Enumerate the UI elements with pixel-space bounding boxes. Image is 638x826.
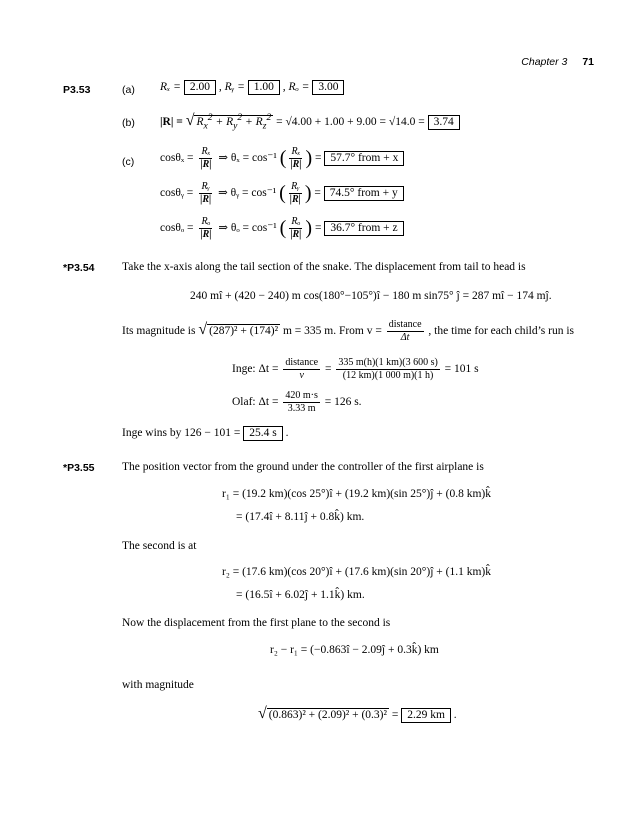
p354-displacement-eq: 240 mî + (420 − 240) m cos(180°−105°)î − 180 m sin75° ĵ = 287 mî − 174 mĵ. [190, 290, 552, 302]
theta-z-answer-box: 36.7° from + z [324, 221, 403, 236]
p353-part-a: Rₓ = 2.00 , Rᵧ = 1.00 , Rₒ = 3.00 [160, 80, 344, 95]
win-margin-answer-box: 25.4 s [243, 426, 282, 441]
ry-answer-box: 1.00 [248, 80, 280, 95]
page-header [521, 56, 594, 68]
magnitude-radicand: $R_x^2 + R_y^2 + R_z^2$ [196, 112, 272, 132]
theta-x-answer-box: 57.7° from + x [324, 151, 404, 166]
p355-magnitude-eq: √ (0.863)² + (2.09)² + (0.3)² = 2.29 km . [258, 705, 457, 722]
displacement-eq: r₂ − r₁ = (−0.863î − 2.09ĵ + 0.3k̂) km [270, 644, 439, 656]
r2-eq-line1: r₂ = (17.6 km)(cos 20°)î + (17.6 km)(sin 20°)ĵ + (1.1 km)k̂ [222, 566, 492, 578]
magnitude-answer-box: 3.74 [428, 115, 460, 130]
p355-second-label: The second is at [122, 540, 197, 552]
olaf-time-eq: Olaf: Δt = $\frac{420 m\cdot s}{3.33 m}$ = 126 s. [232, 390, 362, 414]
p353-part-b: |R| = √ $R_x^2 + R_y^2 + R_z^2 = √4.00 + 1.00 + 9.00 = √14.0 = 3.74$ [160, 112, 460, 131]
r1-eq-line2: = (17.4î + 8.11ĵ + 0.8k̂) km. [236, 511, 365, 523]
page-number: 71 [582, 56, 594, 68]
distance-answer-box: 2.29 km [401, 708, 451, 723]
part-a-label: (a) [122, 84, 135, 96]
part-b-label: (b) [122, 117, 135, 129]
theta-z-line: cosθₒ = $\frac{\text{Rₒ}}{|R|}$ ⇒ θₒ = cos⁻¹ ( $\frac{\text{Rₒ}}{|R|}$ ) = 36.7° from + z [160, 216, 404, 241]
p354-intro: Take the x-axis along the tail section of the snake. The displacement from tail to head is [122, 261, 526, 273]
rz-answer-box: 3.00 [312, 80, 344, 95]
r2-eq-line2: = (16.5î + 6.02ĵ + 1.1k̂) km. [236, 589, 365, 601]
theta-y-answer-box: 74.5° from + y [324, 186, 404, 201]
p355-displacement-label: Now the displacement from the first plane to the second is [122, 617, 391, 629]
r1-eq-line1: r₁ = (19.2 km)(cos 25°)î + (19.2 km)(sin 25°)ĵ + (0.8 km)k̂ [222, 488, 492, 500]
part-c-label: (c) [122, 156, 135, 168]
problem-label-p353: P3.53 [63, 84, 91, 96]
inge-time-eq: Inge: Δt = $\frac{\text{distance}}{v}$ = $\frac{335 m(h)(1 km)(3 600 s)}{(12 km)(1 000 m)(1 h)}$ = 101 s [232, 357, 479, 381]
theta-y-line: cosθᵧ = $\frac{\text{Rᵧ}}{|R|}$ ⇒ θᵧ = cos⁻¹ ( $\frac{\text{Rᵧ}}{|R|}$ ) = 74.5° from + y [160, 181, 404, 206]
problem-label-p354: *P3.54 [63, 262, 95, 274]
p354-conclusion: Inge wins by 126 − 101 = 25.4 s . [122, 427, 289, 439]
p354-magnitude-line: Its magnitude is √ (287)² + (174)² m = 335 m. From v = $\frac{\text{distance}}{\Delta t}$ , the time for each child’s run is [122, 319, 575, 343]
theta-x-line: cosθₓ = $\frac{\text{Rₓ}}{|R|}$ ⇒ θₓ = cos⁻¹ ( $\frac{\text{Rₓ}}{|R|}$ ) = 57.7° from + x [160, 146, 404, 171]
p355-intro: The position vector from the ground under the controller of the first airplane is [122, 461, 484, 473]
p355-magnitude-label: with magnitude [122, 679, 194, 691]
chapter-label: Chapter 3 [521, 56, 568, 68]
rx-answer-box: 2.00 [184, 80, 216, 95]
problem-label-p355: *P3.55 [63, 462, 95, 474]
